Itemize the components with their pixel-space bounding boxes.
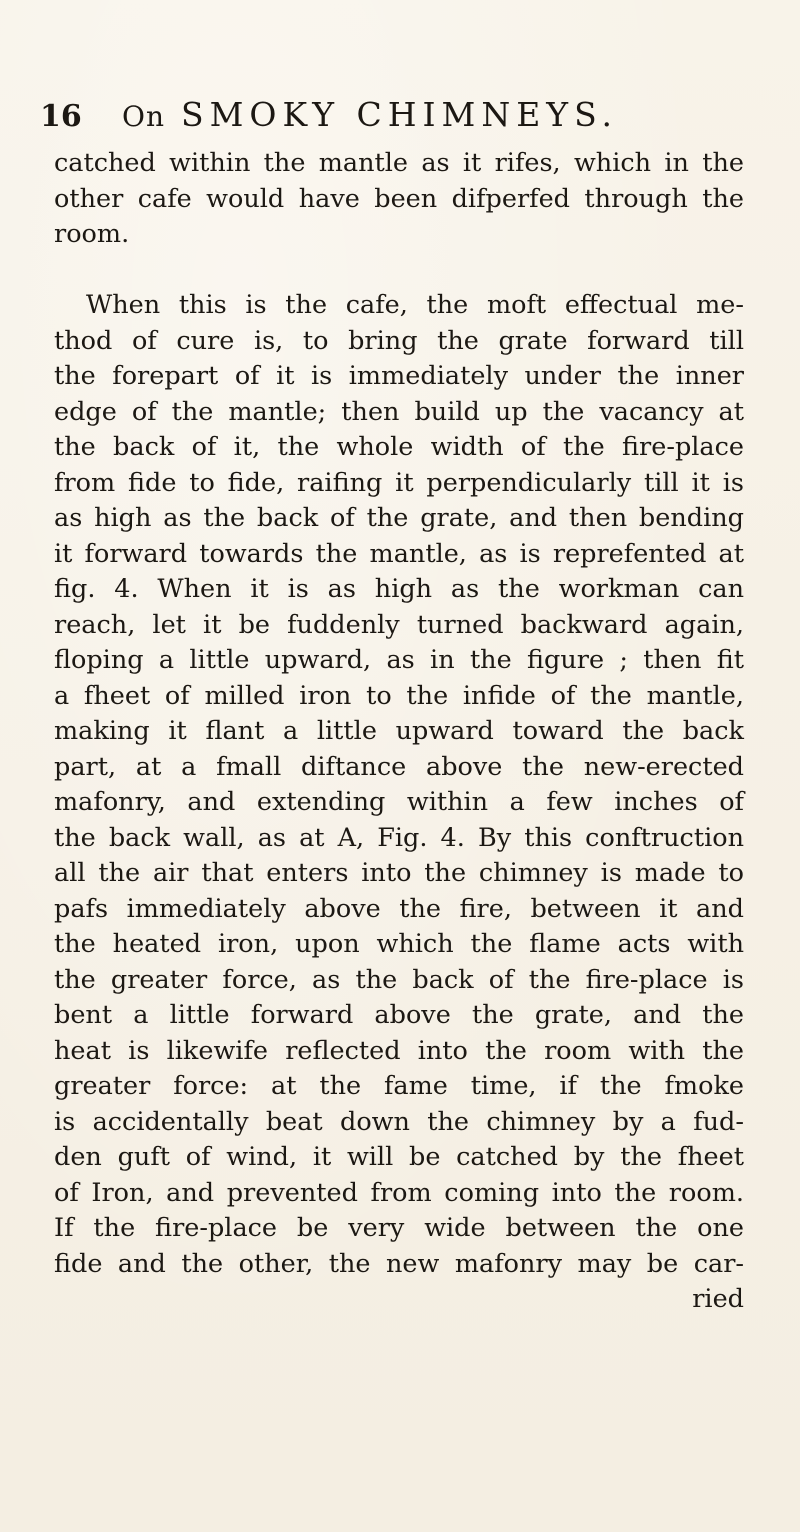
text-line: other cafe would have been difperfed through the: [54, 183, 744, 214]
text-line: pafs immediately above the fire, between it and: [54, 893, 744, 924]
text-line: heat is likewife reflected into the room with the: [54, 1035, 744, 1066]
text-line: reach, let it be fuddenly turned backward again,: [54, 609, 744, 640]
text-line: When this is the cafe, the moft effectual me-: [86, 290, 744, 320]
running-head: [40, 93, 760, 137]
text-line: fig. 4. When it is as high as the workman can: [54, 574, 744, 604]
text-line: the back of it, the whole width of the fire-place: [54, 432, 744, 462]
text-line: If the fire-place be very wide between the one: [54, 1213, 744, 1243]
text-line: room.: [54, 219, 130, 249]
running-head-title: SMOKY CHIMNEYS.: [181, 95, 619, 134]
text-line: it forward towards the mantle, as is reprefented at: [54, 538, 744, 569]
text-line: mafonry, and extending within a few inches of: [54, 787, 744, 817]
text-line: from fide to fide, raifing it perpendicularly till it is: [54, 467, 744, 498]
text-line: making it flant a little upward toward the back: [54, 716, 744, 746]
text-line: part, at a fmall diftance above the new-erected: [54, 751, 744, 782]
text-line: as high as the back of the grate, and then bending: [54, 503, 744, 533]
text-line: all the air that enters into the chimney is made to: [54, 858, 744, 888]
text-line: catched within the mantle as it rifes, which in the: [54, 148, 744, 178]
text-line: bent a little forward above the grate, and the: [54, 1000, 744, 1030]
text-line: greater force: at the fame time, if the fmoke: [54, 1071, 744, 1101]
running-head-prefix: On: [122, 100, 165, 133]
catchword: ried: [692, 1284, 744, 1314]
text-line: the forepart of it is immediately under the inner: [54, 361, 744, 391]
text-line: the greater force, as the back of the fire-place is: [54, 964, 744, 995]
text-line: the back wall, as at A, Fig. 4. By this conftruction: [54, 822, 744, 853]
paragraph-gap: [54, 253, 744, 289]
text-line: the heated iron, upon which the flame acts with: [54, 929, 744, 959]
text-line: a fheet of milled iron to the infide of the mantle,: [54, 680, 744, 711]
text-line: fide and the other, the new mafonry may be car-: [54, 1248, 744, 1279]
text-line: is accidentally beat down the chimney by a fud-: [54, 1106, 744, 1137]
text-line: of Iron, and prevented from coming into the room.: [54, 1177, 744, 1208]
text-line: edge of the mantle; then build up the vacancy at: [54, 396, 744, 427]
body-text: [54, 146, 744, 1318]
text-line: floping a little upward, as in the figure ; then fit: [54, 645, 744, 675]
text-line: thod of cure is, to bring the grate forward till: [54, 325, 744, 356]
text-line: den guft of wind, it will be catched by the fheet: [54, 1142, 744, 1172]
page-number: 16: [40, 99, 82, 134]
